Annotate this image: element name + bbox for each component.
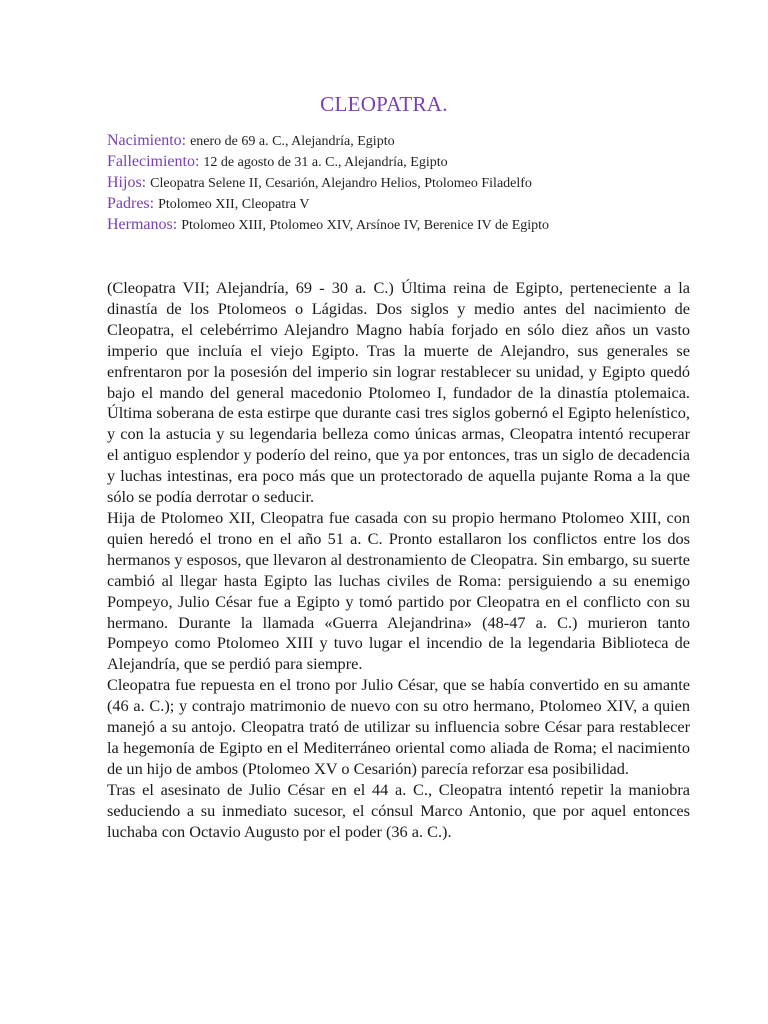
fact-children-value: Cleopatra Selene II, Cesarión, Alejandro Helios, Ptolomeo Filadelfo bbox=[150, 176, 532, 191]
fact-siblings-value: Ptolomeo XIII, Ptolomeo XIV, Arsínoe IV, Berenice IV de Egipto bbox=[181, 218, 550, 233]
facts-list bbox=[107, 130, 727, 235]
body-paragraph: Tras el asesinato de Julio César en el 44 a. C., Cleopatra intentó repetir la maniobra seduciendo a su inmediato sucesor, el cónsul Marco Antonio, que por aquel entonces luchaba con Octavio Augusto por el poder (36 a. C.). bbox=[107, 779, 690, 841]
fact-siblings bbox=[107, 214, 727, 235]
page-title: CLEOPATRA. bbox=[320, 92, 448, 116]
article-body bbox=[107, 278, 690, 842]
fact-death-label: Fallecimiento: bbox=[107, 153, 200, 170]
body-paragraph: (Cleopatra VII; Alejandría, 69 - 30 a. C.) Última reina de Egipto, perteneciente a la dinastía de los Ptolomeos o Lágidas. Dos siglos y medio antes del nacimiento de Cleopatra, el celebérrimo Alejandro Magno había forjado en sólo diez años un vasto imperio que incluía el viejo Egipto. Tras la muerte de Alejandro, sus generales se enfrentaron por la posesión del imperio sin lograr restablecer su unidad, y Egipto quedó bajo el mando del general macedonio Ptolomeo I, fundador de la dinastía ptolemaica. Última soberana de esta estirpe que durante casi tres siglos gobernó el Egipto helenístico, y con la astucia y su legendaria belleza como únicas armas, Cleopatra intentó recuperar el antiguo esplendor y poderío del reino, que ya por entonces, tras un siglo de decadencia y luchas intestinas, era poco más que un protectorado de aquella pujante Roma a la que sólo se podía derrotar o seducir. bbox=[107, 278, 690, 507]
fact-siblings-label: Hermanos: bbox=[107, 216, 178, 233]
fact-birth-label: Nacimiento: bbox=[107, 132, 187, 149]
body-paragraph: Cleopatra fue repuesta en el trono por Julio César, que se había convertido en su amante (46 a. C.); y contrajo matrimonio de nuevo con su otro hermano, Ptolomeo XIV, a quien manejó a su antojo. Cleopatra trató de utilizar su influencia sobre César para restablecer la hegemonía de Egipto en el Mediterráneo oriental como aliada de Roma; el nacimiento de un hijo de ambos (Ptolomeo XV o Cesarión) parecía reforzar esa posibilidad. bbox=[107, 675, 690, 778]
fact-children-label: Hijos: bbox=[107, 174, 147, 191]
fact-birth-value: enero de 69 a. C., Alejandría, Egipto bbox=[190, 134, 395, 149]
fact-birth bbox=[107, 130, 727, 151]
fact-parents-label: Padres: bbox=[107, 195, 155, 212]
fact-death bbox=[107, 151, 727, 172]
fact-parents bbox=[107, 193, 727, 214]
fact-parents-value: Ptolomeo XII, Cleopatra V bbox=[158, 197, 310, 212]
fact-death-value: 12 de agosto de 31 a. C., Alejandría, Egipto bbox=[203, 155, 448, 170]
fact-children bbox=[107, 172, 727, 193]
body-paragraph: Hija de Ptolomeo XII, Cleopatra fue casada con su propio hermano Ptolomeo XIII, con quien heredó el trono en el año 51 a. C. Pronto estallaron los conflictos entre los dos hermanos y esposos, que llevaron al destronamiento de Cleopatra. Sin embargo, su suerte cambió al llegar hasta Egipto las luchas civiles de Roma: persiguiendo a su enemigo Pompeyo, Julio César fue a Egipto y tomó partido por Cleopatra en el conflicto con su hermano. Durante la llamada «Guerra Alejandrina» (48-47 a. C.) murieron tanto Pompeyo como Ptolomeo XIII y tuvo lugar el incendio de la legendaria Biblioteca de Alejandría, que se perdió para siempre. bbox=[107, 507, 690, 674]
